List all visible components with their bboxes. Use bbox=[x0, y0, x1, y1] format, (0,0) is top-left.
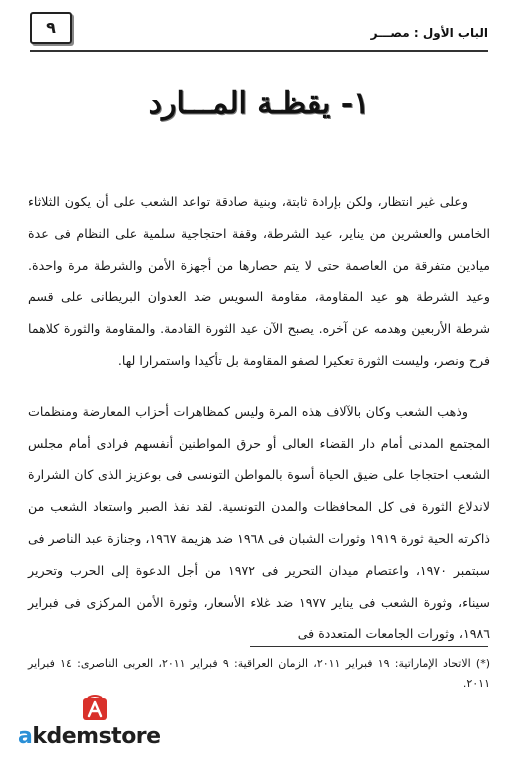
book-icon bbox=[82, 694, 108, 722]
watermark-brand-prefix: a bbox=[18, 724, 33, 749]
paragraph-2: وذهب الشعب وكان بالآلاف هذه المرة وليس كمظاهرات أحزاب المعارضة ومنظمات المجتمع المدنى أمام دار القضاء العالى أو حرق المواطنين أنفسهم فرادى أمام مجلس الشعب احتجاجا على ضيق الحياة أسوة بالمواطن التونسى فى بوعزيز الذى كان الشرارة لاندلاع الثورة فى كل المحافظات والمدن التونسية. لقد نفذ الصبر واستعاد الشعب من ذاكرته الحية ثورة ١٩١٩ وثورات الشبان فى ١٩٦٨ ضد هزيمة ١٩٦٧، وجنازة عبد الناصر فى سبتمبر ١٩٧٠، واعتصام ميدان التحرير فى ١٩٧٢ من أجل الدعوة إلى الحرب وتحرير سيناء، وثورة الشعب فى يناير ١٩٧٧ ضد غلاء الأسعار، وثورة الأمن المركزى فى فبراير ١٩٨٦، وثورات الجامعات المتعددة فى bbox=[28, 403, 490, 642]
body-text bbox=[28, 186, 490, 669]
page-number: ٩ bbox=[30, 12, 72, 44]
page-header bbox=[30, 12, 488, 48]
running-header-title: الباب الأول : مصـــر bbox=[370, 26, 488, 40]
watermark-brand-rest: kdemstore bbox=[32, 724, 161, 749]
footnote: (*) الاتحاد الإماراتية: ١٩ فبراير ٢٠١١، الزمان العراقية: ٩ فبراير ٢٠١١، العربى الناصرى: ١٤ فبراير ٢٠١١. bbox=[28, 657, 490, 690]
footnote-divider bbox=[250, 646, 488, 647]
akdemstore-watermark bbox=[18, 694, 218, 764]
chapter-title: ١- يقظـة المـــارد bbox=[148, 86, 370, 121]
header-divider bbox=[30, 50, 488, 52]
paragraph-1: وعلى غير انتظار، ولكن بإرادة ثابتة، وبنية صادقة تواعد الشعب على أن يكون الثلاثاء الخامس والعشرين من يناير، عيد الشرطة، وقفة احتجاجية سلمية على النظام فى عدة ميادين متفرقة من العاصمة حتى لا يتم حصارها من أجهزة الأمن والشرطة مرة واحدة. وعيد الشرطة هو عيد المقاومة، مقاومة السويس ضد العدوان البريطانى على قسم شرطة الأربعين وهدمه عن آخره. يصبح الآن عيد الثورة القادمة. والمقاومة والثورة كلاهما فرح ونصر، وليست الثورة تعكيرا لصفو المقاومة بل تأكيدا واستمرارا لها. bbox=[28, 194, 490, 368]
watermark-brand bbox=[18, 724, 161, 749]
